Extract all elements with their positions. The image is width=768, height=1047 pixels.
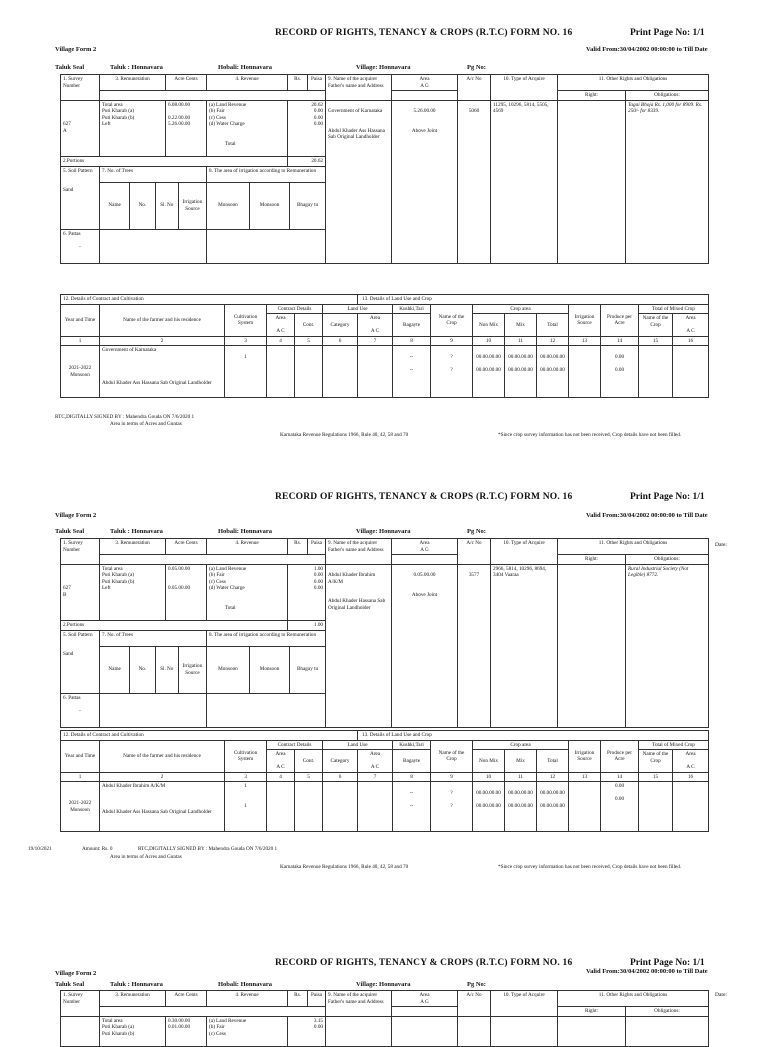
- pg-no: Pg No:: [467, 64, 486, 71]
- signed-line-2: RTC,DIGITALLY SIGNED BY : Mahendra Gouda ON 7/6/2020 1: [138, 846, 278, 852]
- remuneration-label: 3. Remuneration: [100, 75, 166, 91]
- right-label: Right:: [558, 91, 626, 101]
- owners-cell: Government of Karnataka Abdul Khader Ass Hassana Sab Original Landholder: [326, 100, 392, 263]
- portions-label: 2.Portions: [61, 156, 288, 166]
- remuneration-values: 6.08.00.00 0.22.00.00 5.26.00.00: [166, 100, 207, 156]
- pattas-cell: 6. Pattas -: [61, 229, 100, 263]
- acre-cents-label: Acre Cents: [166, 75, 207, 91]
- survey-number-label: 1. Survey Number: [61, 75, 100, 101]
- owner-area-cell: 5.26.00.00 Above Joint: [392, 100, 458, 263]
- revenue-label: 4. Revenue: [207, 75, 288, 91]
- survey-value: 627 A: [61, 100, 100, 156]
- details-land-label: 13. Details of Land Use and Crop: [358, 295, 709, 305]
- cultivation-row: 2021-2022 Monsoon Government of Karnataka Abdul Khader Ass Hassana Sab Original Landholder 1 -- -- ? ? 00.00.00.00 00.00.00.00 00.00.00.00 00.00.00.00 00.00.00.00 00.00.00.00 0.00 0.00: [61, 346, 709, 398]
- cultivation-table: 12. Details of Contract and Cultivation 13. Details of Land Use and Crop Year and Time Name of the farmer and his residence Cultivation System Contract Details Land Use Kushki,Tari Name of the Crop Crop area Irrigation Source Produce per Acre Total of Mixed Crop Area A C Cont. Category Area A C Bagayte Non Mix Mix Total Name of the Crop Area A C 1 2 3 4 5 6 7 8 9 10 11 12 13 14 15 16 2021-2022 Monsoon Government of Karnataka Abdul Khader Ass Hassana Sab Original Landholder 1 -- -- ? ? 00.00.00.00 00.00.00.00 00.00.00.00 00.00.00.00 00.00.00.00 00.00.00.00 0.00 0.00: [60, 294, 709, 398]
- portion-total: 20.62: [288, 156, 326, 166]
- form-title: RECORD OF RIGHTS, TENANCY & CROPS (R.T.C) FORM NO. 16: [275, 28, 573, 38]
- cultivation-table-2: 12. Details of Contract and Cultivation 13. Details of Land Use and Crop Year and Time Name of the farmer and his residence Cultivation System Contract Details Land Use Kushki,Tari Name of the Crop Crop area Irrigation Source Produce per Acre Total of Mixed Crop Area A C Cont. Category Area A C Bagayte Non Mix Mix Total Name of the Crop Area A C 1 2 3 4 5 6 7 8 9 10 11 12 13 14 15 16 2021-2022 Monsoon Abdul Khader Ibrahim A/K/M Abdul Khader Ass Hassana Sab Original Landholder 1 1 -- -- ? ? 00.00.00.00 00.00.00.00 00.00.00.00 00.00.00.00 00.00.00.00 00.00.00.00 0.00 0.00: [60, 730, 709, 832]
- rtc-sheet-1: [0, 28, 768, 438]
- village: Village: Honnavara: [356, 64, 411, 71]
- acquire-cell: 11295, 10296, 5814, 5505, 4569: [491, 100, 558, 263]
- obligations-label: Obligations:: [626, 91, 709, 101]
- rtc-table-3: 1. Survey Number 3. Remuneration Acre Cents 4. Revenue Rs. Paisa 9. Name of the acquirer Father's name and Address Area A G A/c No 10. Type of Acquire 11. Other Rights and Obligations Right: Obligations: Total area Puti Kharab (a) Puti Kharab (b) 0.30.00.00 0.01.00.00 (a) Land Revenue (b) Fair (c) Cess 3.15 0.00: [60, 990, 709, 1047]
- trees-label: 7. No. of Trees: [100, 166, 207, 182]
- column-numbers: 1 2 3 4 5 6 7 8 9 10 11 12 13 14 15 16: [61, 336, 709, 346]
- right-cell: [558, 100, 626, 263]
- irrigation-area-label: 8. The area of irrigation according to Remuneration: [207, 166, 326, 182]
- regulations: Karnataka Revenue Regulations 1966, Rule 40, 42, 58 and 70: [280, 432, 409, 438]
- village-form: Village Form 2: [55, 46, 97, 53]
- rtc-sheet-2: RECORD OF RIGHTS, TENANCY & CROPS (R.T.C) FORM NO. 16 Print Page No: 1/1 Village Form 2 Valid From:30/04/2002 00:00:00 to Till Date Taluk Seal Taluk : Honnavara Hobali: Honnavara Village: Honnavara Pg No: Date: 1. Survey Number 3. Remuneration Acre Cents 4. Revenue Rs. Paisa 9. Name of the acquirer Father's name and Address Area A G A/c No 10. Type of Acquire 11. Other Rights and Obligations Right: Obligations: 627 B Total area Puti Kharab (a) Puti Kharab (b) Left 0.05.00.00 0.05.00.00 (a) Land Revenue (b) Fair (c) Cess (d) Water Charge Total 1.00 0.00 0.00 0.00 Abdul Khader Ibrahim A/K/M Abdul Khader Hassana Sab Original Landholder 0.05.00.00 Above Joint 3577 2966, 5814, 10296, 8694, 3404 Vaaraa Rural Industrial Society (Not Legible) 8772. 2.Portions 1.00 5. Soil Pattern Sand 7. No. of Trees 8. The area of irrigation according to Remuneration Name No. Sl. No Irrigation Source Monsoon Monsoon Bhagay tu 6. Pattas - 12. Details of Contract and Cultivation 13. Details of Land Use and Crop Year and Time Name of the farmer and his residence Cultivation System Contract Details Land Use Kushki,Tari Name of the Crop Crop area Irrigation Source Produce per Acre Total of Mixed Crop Area A C Cont. Category Area A C Bagayte Non Mix Mix Total Name of the Crop Area A C 1 2 3 4 5 6 7 8 9 10 11 12 13 14 15 16 2021-2022 Monsoon Abdul Khader Ibrahim A/K/M Abdul Khader Ass Hassana Sab Original Landholder 1 1 -- -- ? ? 00.00.00.00 00.00.00.00 00.00.00.00 00.00.00.00 00.00.00.00 00.00.00.00 0.00 0.00 19/10/2021 Amount: Rs. 0 RTC,DIGITALLY SIGNED BY : Mahendra Gouda ON 7/6/2020 1 Area in terms of Acres and Guntas Karnataka Revenue Regulations 1966, Rule 40, 42, 58 and 70 *Since crop survey information has not been received, Crop details have not been filled.: [28, 492, 727, 870]
- valid-from: Valid From:30/04/2002 00:00:00 to Till Date: [586, 46, 708, 53]
- revenue-items: (a) Land Revenue (b) Fair (c) Cess (d) Water Charge Total: [207, 100, 288, 156]
- acquirer-label: 9. Name of the acquirer Father's name and Address: [326, 75, 392, 101]
- print-date: 19/10/2021: [28, 846, 52, 852]
- remuneration-items: Total area Puti Kharab (a) Puti Kharab (b) Left: [100, 100, 166, 156]
- print-page: Print Page No: 1/1: [630, 28, 705, 38]
- rtc-sheet-3: RECORD OF RIGHTS, TENANCY & CROPS (R.T.C) FORM NO. 16 Print Page No: 1/1 Village Form 2 Valid From:30/04/2002 00:00:00 to Till Date Taluk Seal Taluk : Honnavara Hobali: Honnavara Village: Honnavara Pg No: Date: 1. Survey Number 3. Remuneration Acre Cents 4. Revenue Rs. Paisa 9. Name of the acquirer Father's name and Address Area A G A/c No 10. Type of Acquire 11. Other Rights and Obligations Right: Obligations: Total area Puti Kharab (a) Puti Kharab (b) 0.30.00.00 0.01.00.00 (a) Land Revenue (b) Fair (c) Cess 3.15 0.00: [0, 958, 768, 1024]
- rtc-table-2: 1. Survey Number 3. Remuneration Acre Cents 4. Revenue Rs. Paisa 9. Name of the acquirer Father's name and Address Area A G A/c No 10. Type of Acquire 11. Other Rights and Obligations Right: Obligations: 627 B Total area Puti Kharab (a) Puti Kharab (b) Left 0.05.00.00 0.05.00.00 (a) Land Revenue (b) Fair (c) Cess (d) Water Charge Total 1.00 0.00 0.00 0.00 Abdul Khader Ibrahim A/K/M Abdul Khader Hassana Sab Original Landholder 0.05.00.00 Above Joint 3577 2966, 5814, 10296, 8694, 3404 Vaaraa Rural Industrial Society (Not Legible) 8772. 2.Portions 1.00 5. Soil Pattern Sand 7. No. of Trees 8. The area of irrigation according to Remuneration Name No. Sl. No Irrigation Source Monsoon Monsoon Bhagay tu 6. Pattas -: [60, 538, 709, 728]
- taluk-seal: Taluk Seal: [55, 64, 85, 71]
- ac-no-cell: 5060: [458, 100, 491, 263]
- area-label: Area A G: [392, 75, 458, 91]
- rs-label: Rs.: [288, 75, 308, 91]
- signed-line: RTC,DIGITALLY SIGNED BY : Mahendra Gouda ON 7/6/2020 1: [55, 414, 195, 420]
- hobali: Hobali: Honnavara: [218, 64, 272, 71]
- revenue-values: 20.62 0.00 0.00 0.00: [288, 100, 326, 156]
- date-label: Date:: [715, 542, 727, 548]
- other-rights-label: 11. Other Rights and Obligations: [558, 75, 709, 91]
- taluk: Taluk : Honnavara: [110, 64, 163, 71]
- paisa-label: Paisa: [308, 75, 326, 91]
- area-terms: Area in terms of Acres and Guntas: [110, 421, 182, 427]
- soil-cell: 5. Soil Pattern Sand: [61, 166, 100, 229]
- crop-note: *Since crop survey information has not been received, Crop details have not been filled.: [498, 432, 682, 438]
- rtc-table: 1. Survey Number 3. Remuneration Acre Cents 4. Revenue Rs. Paisa 9. Name of the acquirer Father's name and Address Area A G A/c No 10. Type of Acquire 11. Other Rights and Obligations Right: Obligations: 627 A Total area Puti Kharab (a) Puti Kharab (b) Left 6.08.00.00 0.22.00.00 5.26.00.00 (a) Land Revenue (b) Fair (c) Cess (d) Water Charge Total 20.62 0.00 0.00 0.00 Government of Karnataka Abdul Khader Ass Hassana Sab Original Landholder 5.26.00.00 Above Joint 5060 11295, 10296, 5814, 5505, 4569 Tagai Bhoja Rs. 1,000 for 8909. Rs. 250/- for 8339. 2.Portions 20.62 5. Soil Pattern Sand 7. No. of Trees 8. The area of irrigation according to Remuneration Name No. Sl. No Irrigation Source Monsoon Monsoon Bhagay tu 6. Pattas -: [60, 74, 709, 264]
- details-contract-label: 12. Details of Contract and Cultivation: [61, 295, 358, 305]
- ac-no-label: A/c No: [458, 75, 491, 101]
- type-acquire-label: 10. Type of Acquire: [491, 75, 558, 101]
- obligation-cell: Tagai Bhoja Rs. 1,000 for 8909. Rs. 250/- for 8339.: [626, 100, 709, 263]
- amount: Amount: Rs. 0: [82, 846, 113, 852]
